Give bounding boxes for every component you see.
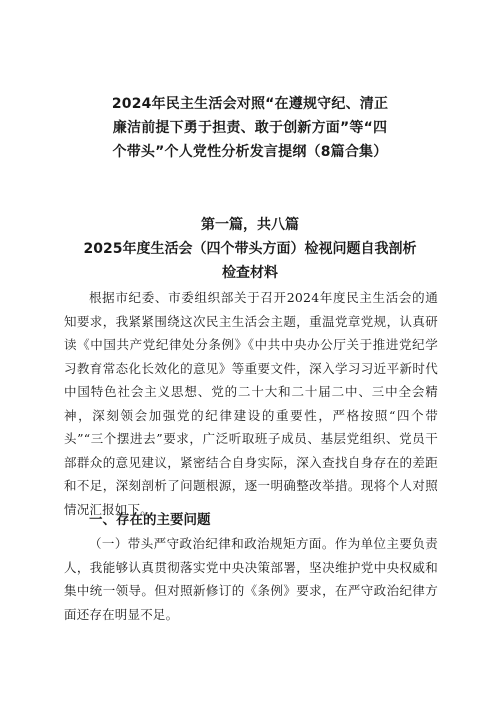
intro-paragraph: 根据市纪委、市委组织部关于召开2024年度民主生活会的通知要求，我紧紧围绕这次民主生活会主题，重温党章党规，认真研读《中国共产党纪律处分条例》《中共中央办公厅关于推进党纪学习教育常态化长效化的意见》等重要文件，深入学习习近平新时代中国特色社会主义思想、党的二十大和二十届二中、三中全会精神，深刻领会加强党的纪律建设的重要性，严格按照“四个带头”“三个摆进去”要求，广泛听取班子成员、基层党组织、党员干部群众的意见建议，紧密结合自身实际，深入查找自身存在的差距和不足，深刻剖析了问题根源，逐一明确整改举措。现将个人对照情况汇报如下。 — [64, 290, 438, 517]
subtitle-tail: 检查材料 — [222, 265, 278, 281]
section-paragraph: （一）带头严守政治纪律和政治规矩方面。作为单位主要负责人，我能够认真贯彻落实党中央决策部署，坚决维护党中央权威和集中统一领导。但对照新修订的《条例》要求，在严守政治纪律方面还存在明显不足。 — [64, 536, 438, 622]
subtitle: 2025年度生活会（四个带头方面）检视问题自我剖析 — [83, 241, 417, 257]
part-label: 第一篇，共八篇 — [201, 217, 299, 233]
section-heading: 一、存在的主要问题 — [89, 512, 211, 528]
document-title: 2024年民主生活会对照“在遵规守纪、清正廉洁前提下勇于担责、敢于创新方面”等“四个带头”个人党性分析发言提纲（8篇合集） — [111, 96, 389, 160]
